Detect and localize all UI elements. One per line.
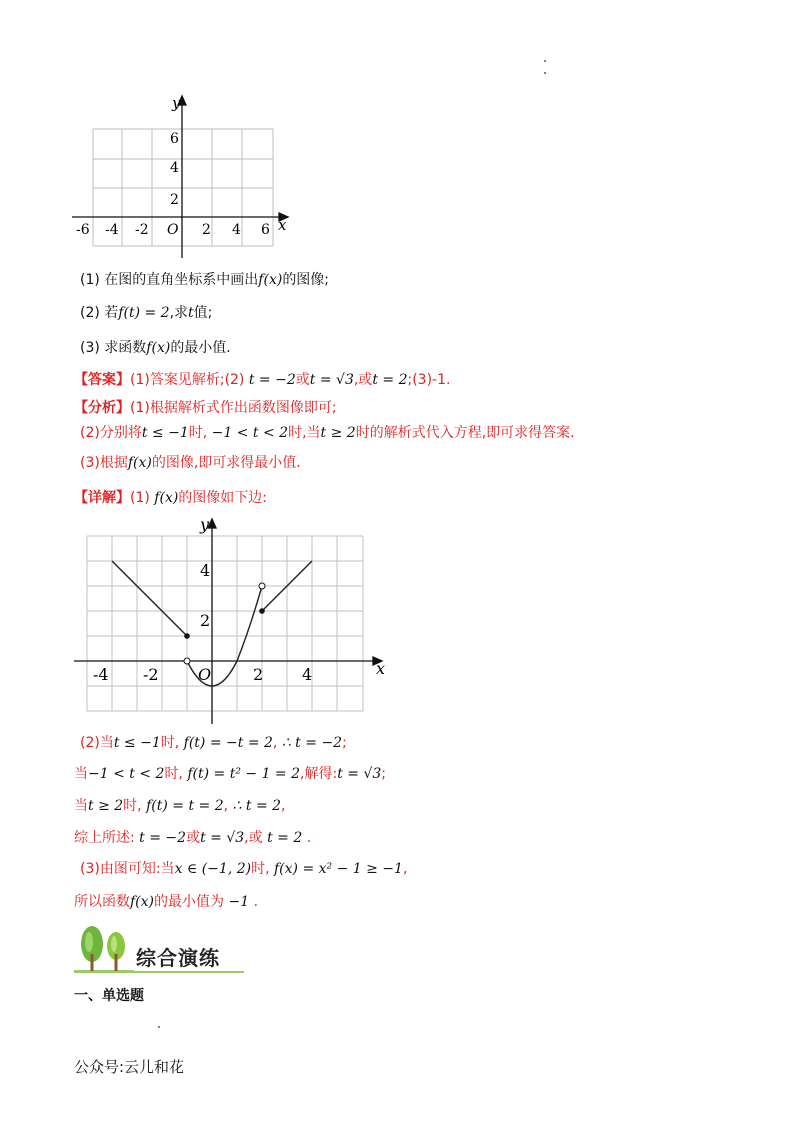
- x-tick: 6: [261, 222, 270, 238]
- analysis-tag: 【分析】: [74, 400, 130, 416]
- detail-step-5: 综上所述: t = −2或t = √3,或 t = 2 .: [74, 830, 312, 846]
- open-point: [184, 658, 190, 664]
- x-tick: 2: [202, 222, 211, 238]
- answer-line: 【答案】(1)答案见解析;(2) t = −2或t = √3,或t = 2;(3)-1.: [74, 372, 451, 388]
- analysis-line-1: 【分析】(1)根据解析式作出函数图像即可;: [74, 400, 337, 416]
- y-axis-label: y: [172, 94, 181, 112]
- curve-left-segment: [112, 561, 187, 636]
- scan-dot: [544, 72, 546, 74]
- section-title: 综合演练: [136, 946, 220, 970]
- question-2: (2) 若f(t) = 2,求t值;: [80, 305, 213, 321]
- closed-point: [184, 633, 190, 639]
- x-tick: -4: [105, 222, 119, 238]
- analysis-line-3: (3)根据f(x)的图像,即可求得最小值.: [80, 455, 301, 471]
- detail-step-3: 当−1 < t < 2时, f(t) = t² − 1 = 2,解得:t = √3;: [74, 766, 387, 782]
- section-heading: 一、单选题: [74, 988, 144, 1004]
- scan-dot: [158, 1026, 160, 1028]
- answer-tag: 【答案】: [74, 372, 130, 388]
- open-point: [259, 583, 265, 589]
- x-axis-label: x: [278, 216, 287, 234]
- x-tick: 4: [232, 222, 241, 238]
- detail-step-2: (2)当t ≤ −1时, f(t) = −t = 2, ∴ t = −2;: [80, 735, 347, 751]
- section-title-underline: [74, 971, 244, 973]
- detail-step-6: (3)由图可知:当x ∈ (−1, 2)时, f(x) = x² − 1 ≥ −1,: [80, 861, 408, 877]
- detail-line-1: 【详解】(1) f(x)的图像如下边:: [74, 490, 268, 506]
- y-tick: 4: [170, 160, 179, 176]
- footer-text: 公众号:云儿和花: [74, 1058, 185, 1076]
- question-3: (3) 求函数f(x)的最小值.: [80, 340, 231, 356]
- detail-tag: 【详解】: [74, 490, 130, 506]
- y-tick: 4: [200, 561, 211, 580]
- y-tick: 2: [170, 192, 179, 208]
- detail-step-4: 当t ≥ 2时, f(t) = t = 2, ∴ t = 2,: [74, 798, 286, 814]
- x-tick: -2: [143, 665, 159, 684]
- x-axis-label: x: [376, 659, 386, 678]
- tree-icon: [74, 924, 134, 974]
- x-tick: -2: [135, 222, 149, 238]
- x-tick: -4: [93, 665, 109, 684]
- analysis-line-2: (2)分别将t ≤ −1时, −1 < t < 2时,当t ≥ 2时的解析式代入方程,即可求得答案.: [80, 425, 575, 441]
- y-axis-label: y: [200, 515, 210, 534]
- origin-label: O: [167, 222, 179, 238]
- x-tick: -6: [76, 222, 90, 238]
- y-axis-arrow: [208, 519, 216, 528]
- scan-dot: [544, 60, 546, 62]
- coordinate-grid-empty: [60, 90, 300, 270]
- y-tick: 2: [200, 611, 211, 630]
- y-tick: 6: [170, 131, 179, 147]
- origin-label: O: [198, 665, 212, 684]
- x-tick: 4: [302, 665, 313, 684]
- question-1: (1) 在图的直角坐标系中画出f(x)的图像;: [80, 272, 330, 288]
- function-graph: [60, 512, 400, 732]
- x-tick: 2: [253, 665, 264, 684]
- closed-point: [259, 608, 265, 614]
- detail-step-7: 所以函数f(x)的最小值为 −1 .: [74, 894, 259, 910]
